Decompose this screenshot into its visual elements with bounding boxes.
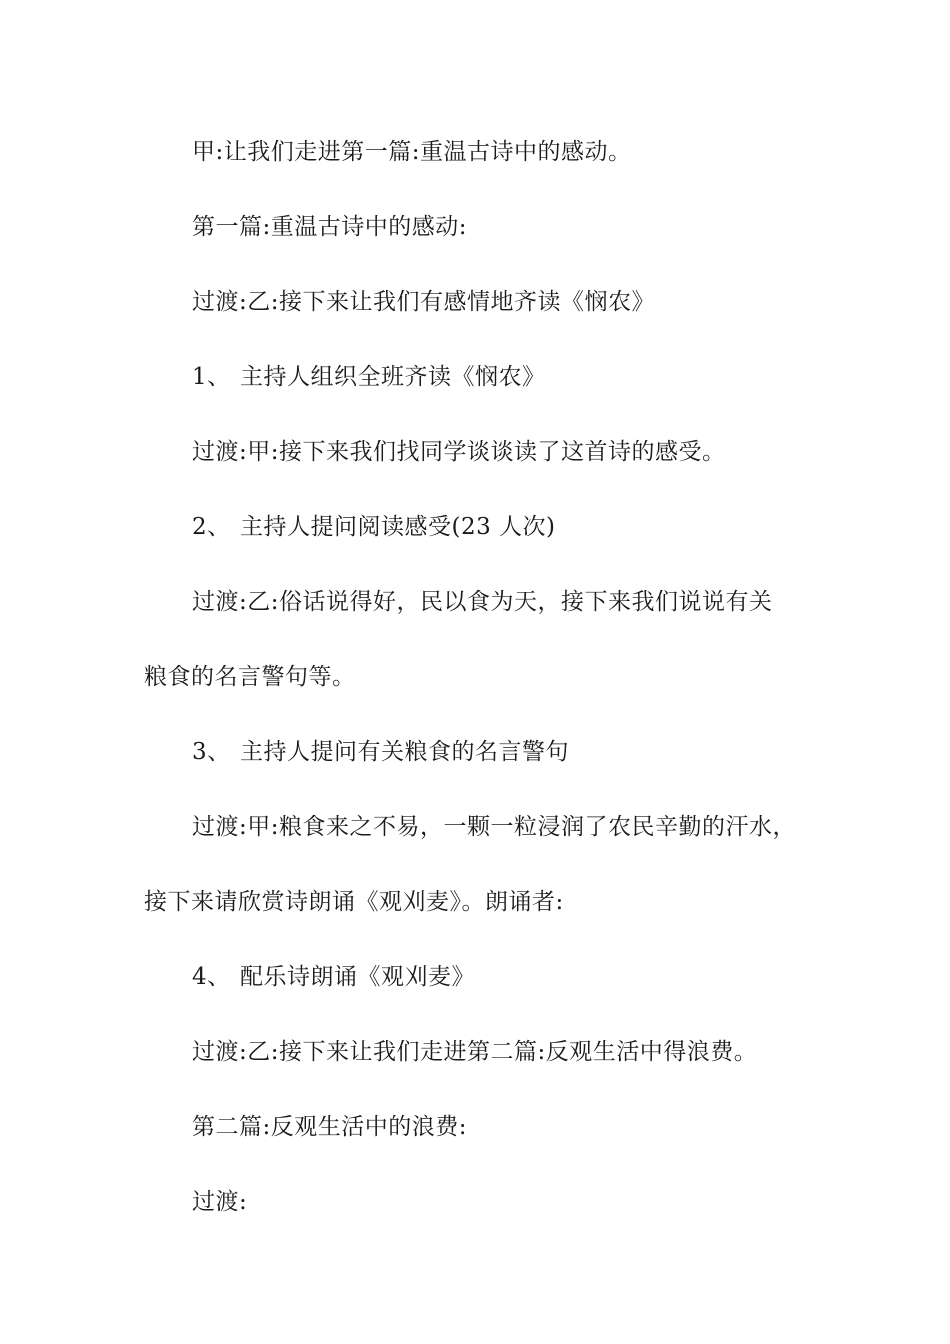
paragraph-line: 过渡:甲:粮食来之不易，一颗一粒浸润了农民辛勤的汗水， <box>192 814 796 840</box>
list-item-text: 主持人组织全班齐读《悯农》 <box>240 364 546 390</box>
paragraph-line: 过渡:乙:接下来让我们有感情地齐读《悯农》 <box>192 289 655 315</box>
list-item <box>192 737 569 767</box>
section-heading: 第一篇:重温古诗中的感动: <box>192 214 467 240</box>
list-item-text: 配乐诗朗诵《观刈麦》 <box>240 964 475 990</box>
paragraph-line: 甲:让我们走进第一篇:重温古诗中的感动。 <box>192 139 632 165</box>
section-heading: 第二篇:反观生活中的浪费: <box>192 1114 467 1140</box>
paragraph-line: 过渡: <box>192 1189 248 1215</box>
list-number: 3、 <box>192 739 231 765</box>
list-item <box>192 512 556 542</box>
list-item-text: 主持人提问有关粮食的名言警句 <box>240 739 569 765</box>
list-number: 2、 <box>192 514 231 540</box>
list-item <box>192 362 546 392</box>
paragraph-line: 过渡:甲:接下来我们找同学谈谈读了这首诗的感受。 <box>192 439 726 465</box>
paragraph-line: 接下来请欣赏诗朗诵《观刈麦》。朗诵者: <box>144 889 564 915</box>
list-number: 4、 <box>192 964 231 990</box>
paragraph-line: 过渡:乙:俗话说得好，民以食为天，接下来我们说说有关 <box>192 589 773 615</box>
paragraph-line: 过渡:乙:接下来让我们走进第二篇:反观生活中得浪费。 <box>192 1039 758 1065</box>
paragraph-line: 粮食的名言警句等。 <box>144 664 356 690</box>
list-number: 1、 <box>192 364 231 390</box>
list-item-text: 主持人提问阅读感受(23 人次) <box>240 514 556 540</box>
list-item <box>192 962 475 992</box>
